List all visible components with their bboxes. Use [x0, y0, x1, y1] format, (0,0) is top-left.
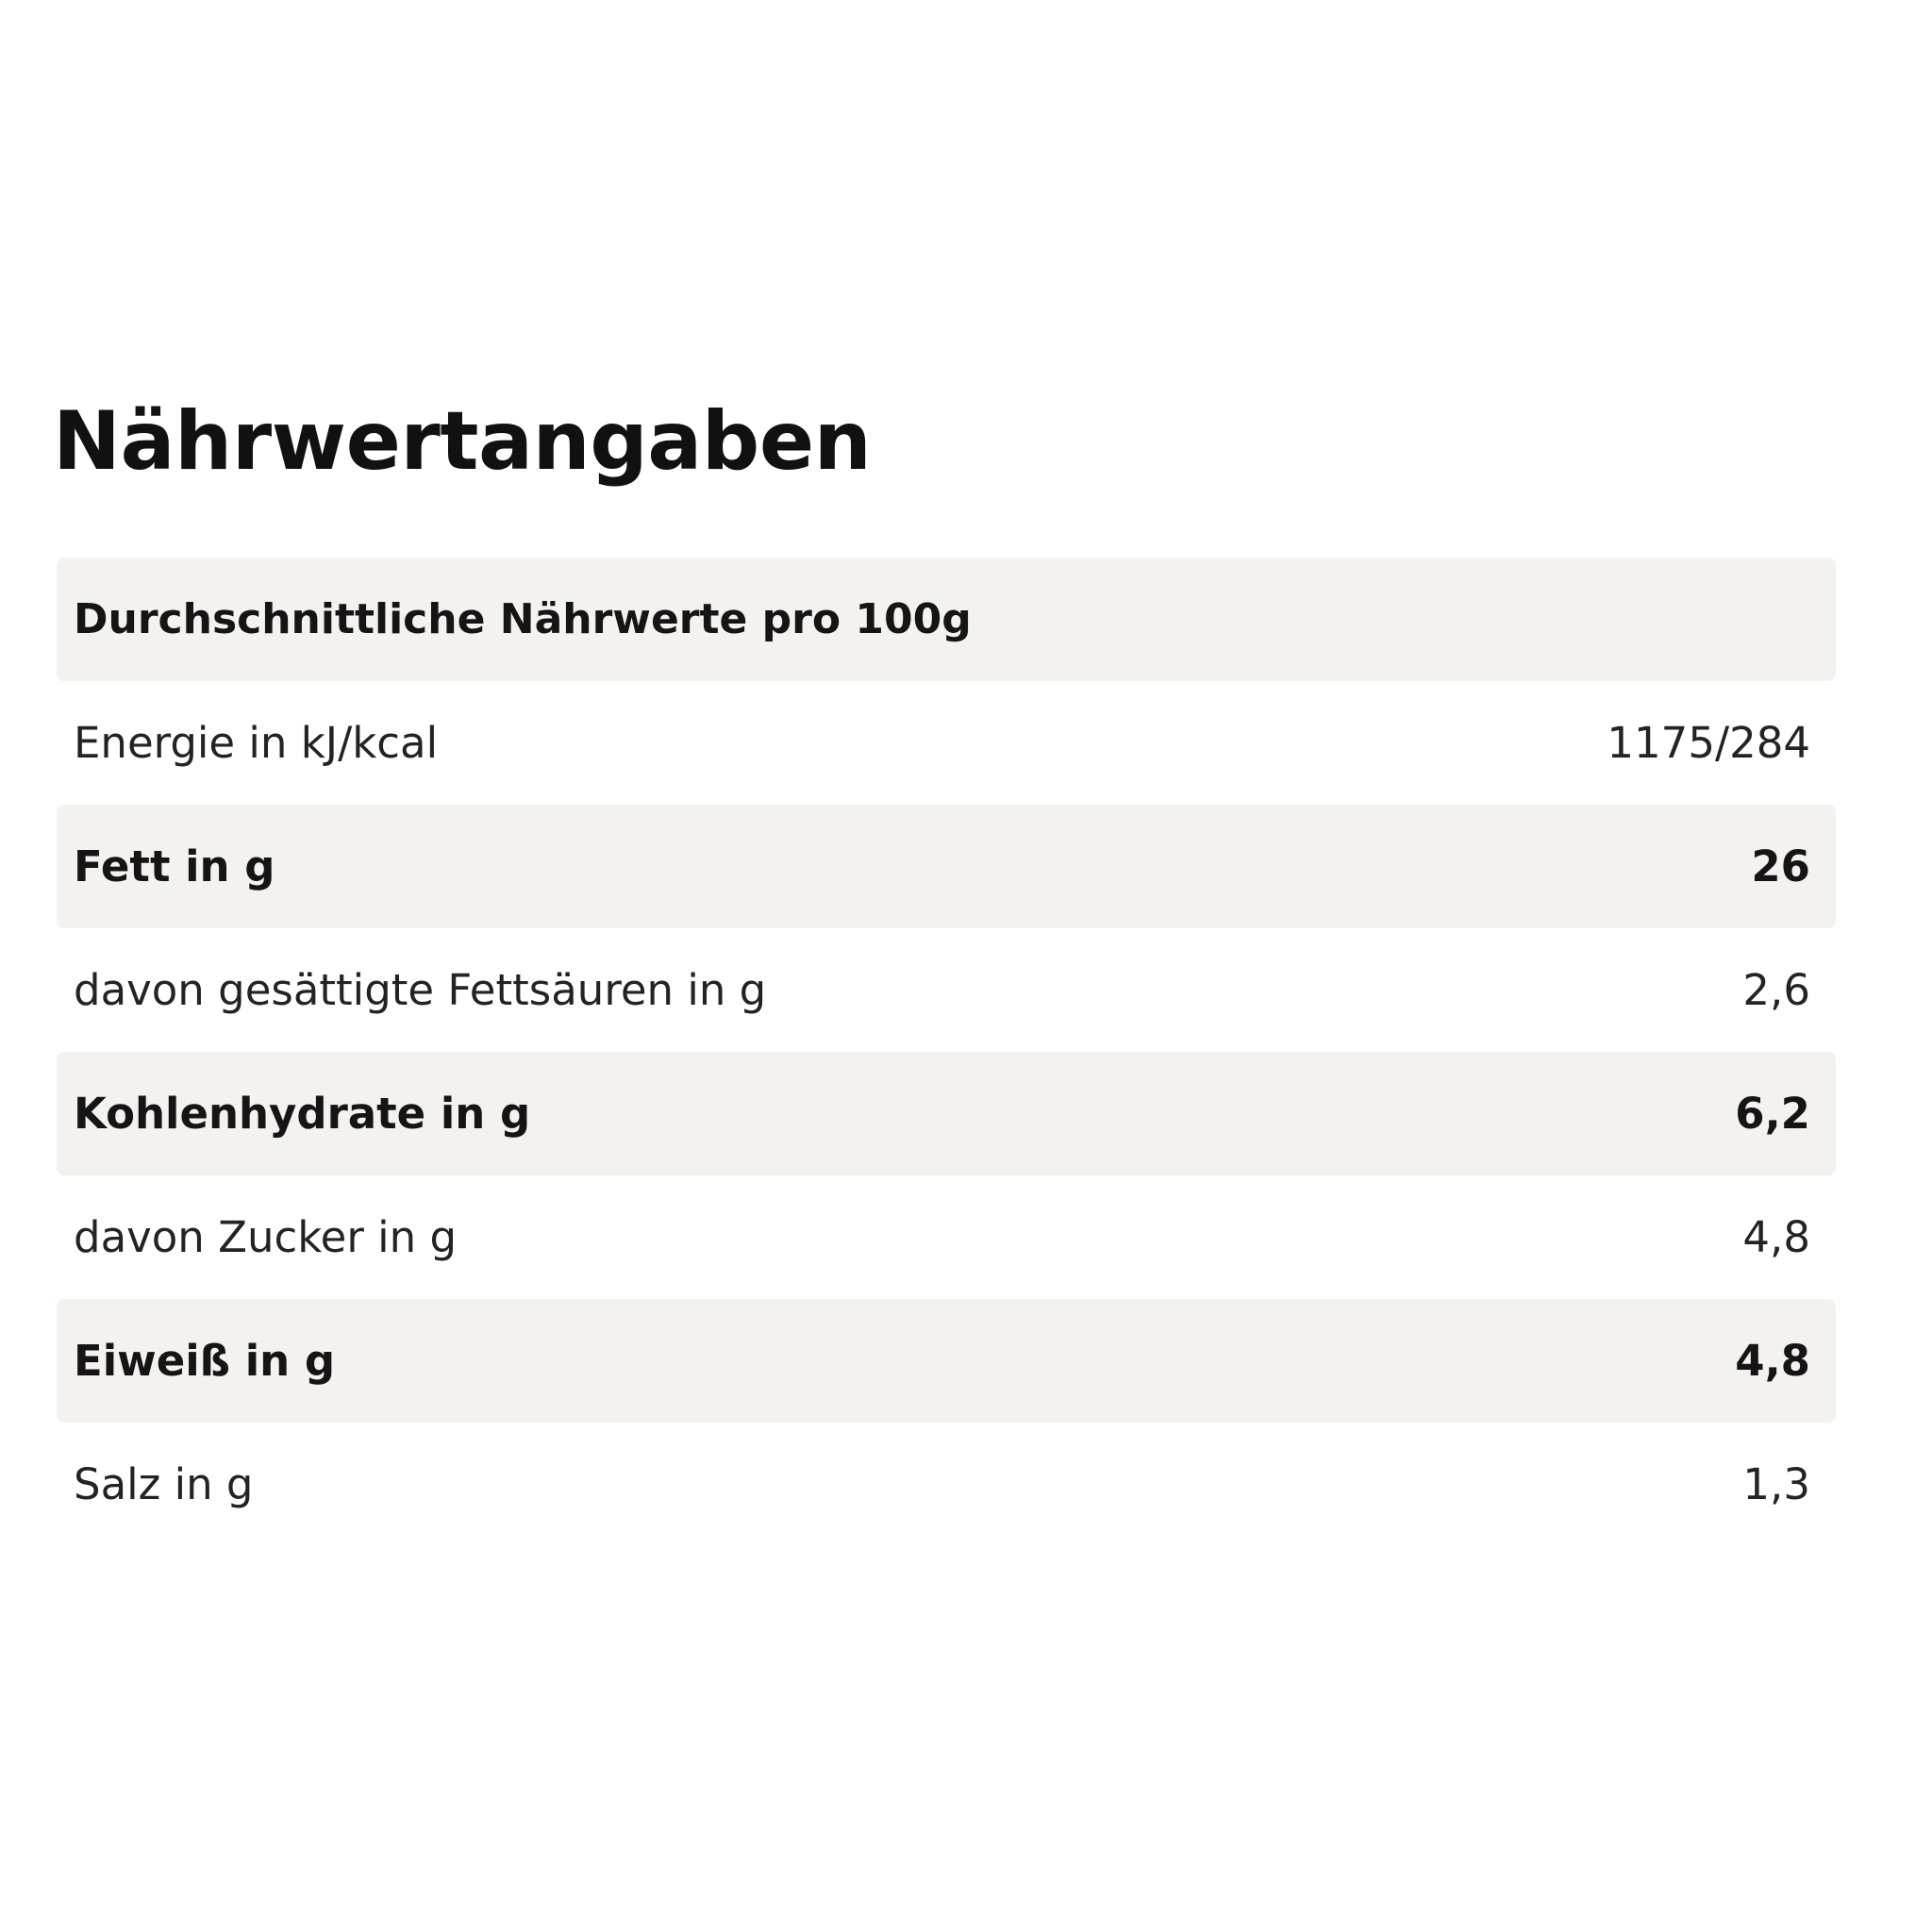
table-row-fat	[57, 805, 1836, 928]
row-label: Fett in g	[74, 841, 275, 891]
row-value: 2,6	[1742, 964, 1810, 1015]
nutrition-table	[57, 558, 1836, 1546]
row-value: 26	[1751, 841, 1810, 891]
table-row-energy	[57, 681, 1836, 805]
table-header-label: Durchschnittliche Nährwerte pro 100g	[74, 594, 972, 643]
table-row-protein	[57, 1299, 1836, 1423]
table-header-row	[57, 558, 1836, 681]
table-row-carbohydrates	[57, 1052, 1836, 1175]
row-value: 6,2	[1735, 1088, 1810, 1139]
row-label: Energie in kJ/kcal	[74, 717, 439, 768]
row-label: Kohlenhydrate in g	[74, 1088, 531, 1139]
table-row-saturated-fat	[57, 928, 1836, 1052]
page-title: Nährwertangaben	[53, 394, 872, 489]
row-value: 4,8	[1742, 1211, 1810, 1262]
row-label: Eiweiß in g	[74, 1335, 336, 1386]
row-label: davon Zucker in g	[74, 1211, 458, 1262]
row-label: Salz in g	[74, 1458, 254, 1509]
table-row-sugar	[57, 1175, 1836, 1299]
row-label: davon gesättigte Fettsäuren in g	[74, 964, 767, 1015]
row-value: 4,8	[1735, 1335, 1810, 1386]
table-row-salt	[57, 1423, 1836, 1546]
row-value: 1175/284	[1607, 717, 1810, 768]
row-value: 1,3	[1742, 1458, 1810, 1509]
